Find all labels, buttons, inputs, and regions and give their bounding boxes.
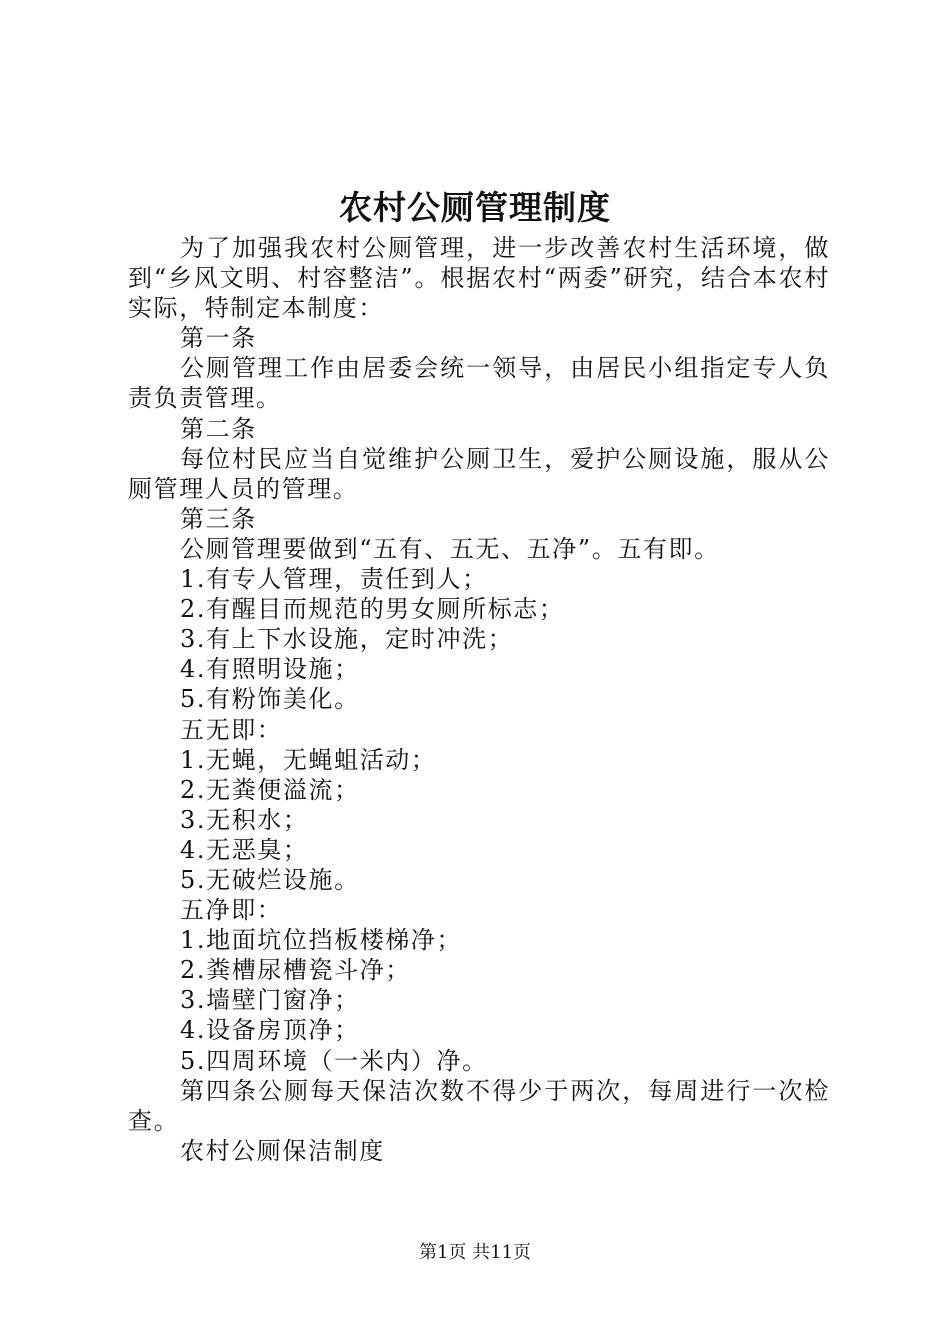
article-heading: 第二条 — [180, 414, 257, 443]
document-title: 农村公厕管理制度 — [339, 188, 611, 227]
list-item: 2.粪槽尿槽瓷斗净； — [180, 956, 411, 985]
paragraph-intro: 为了加强我农村公厕管理，进一步改善农村生活环境，做到“乡风文明、村容整洁”。根据农村“两委”研究，结合本农村实际，特制定本制度： — [128, 234, 830, 323]
section-heading: 农村公厕保洁制度 — [180, 1136, 385, 1165]
list-item: 5.无破烂设施。 — [180, 865, 360, 894]
section-label: 五净即： — [180, 896, 283, 925]
list-item: 3.无积水； — [180, 805, 309, 834]
list-item: 3.有上下水设施，定时冲洗； — [180, 625, 514, 654]
list-item: 4.设备房顶净； — [180, 1016, 360, 1045]
paragraph: 每位村民应当自觉维护公厕卫生，爱护公厕设施，服从公厕管理人员的管理。 — [128, 444, 830, 503]
article-heading: 第一条 — [180, 324, 257, 353]
list-item: 5.四周环境（一米内）净。 — [180, 1046, 488, 1075]
list-item: 1.地面坑位挡板楼梯净； — [180, 926, 463, 955]
list-item: 4.无恶臭； — [180, 835, 309, 864]
paragraph: 公厕管理要做到“五有、五无、五净”。五有即。 — [180, 534, 720, 563]
paragraph: 公厕管理工作由居委会统一领导，由居民小组指定专人负责负责管理。 — [128, 354, 830, 413]
list-item: 3.墙壁门窗净； — [180, 986, 360, 1015]
list-item: 1.无蝇，无蝇蛆活动； — [180, 745, 437, 774]
document-body — [128, 233, 830, 1166]
list-item: 4.有照明设施； — [180, 655, 360, 684]
article-heading: 第三条 — [180, 504, 257, 533]
list-item: 2.无粪便溢流； — [180, 775, 360, 804]
list-item: 1.有专人管理，责任到人； — [180, 565, 488, 594]
section-label: 五无即： — [180, 715, 283, 744]
page-number-footer: 第1页 共11页 — [418, 1242, 532, 1263]
paragraph-article-four: 第四条公厕每天保洁次数不得少于两次，每周进行一次检查。 — [128, 1076, 830, 1135]
list-item: 5.有粉饰美化。 — [180, 685, 360, 714]
list-item: 2.有醒目而规范的男女厕所标志； — [180, 595, 565, 624]
